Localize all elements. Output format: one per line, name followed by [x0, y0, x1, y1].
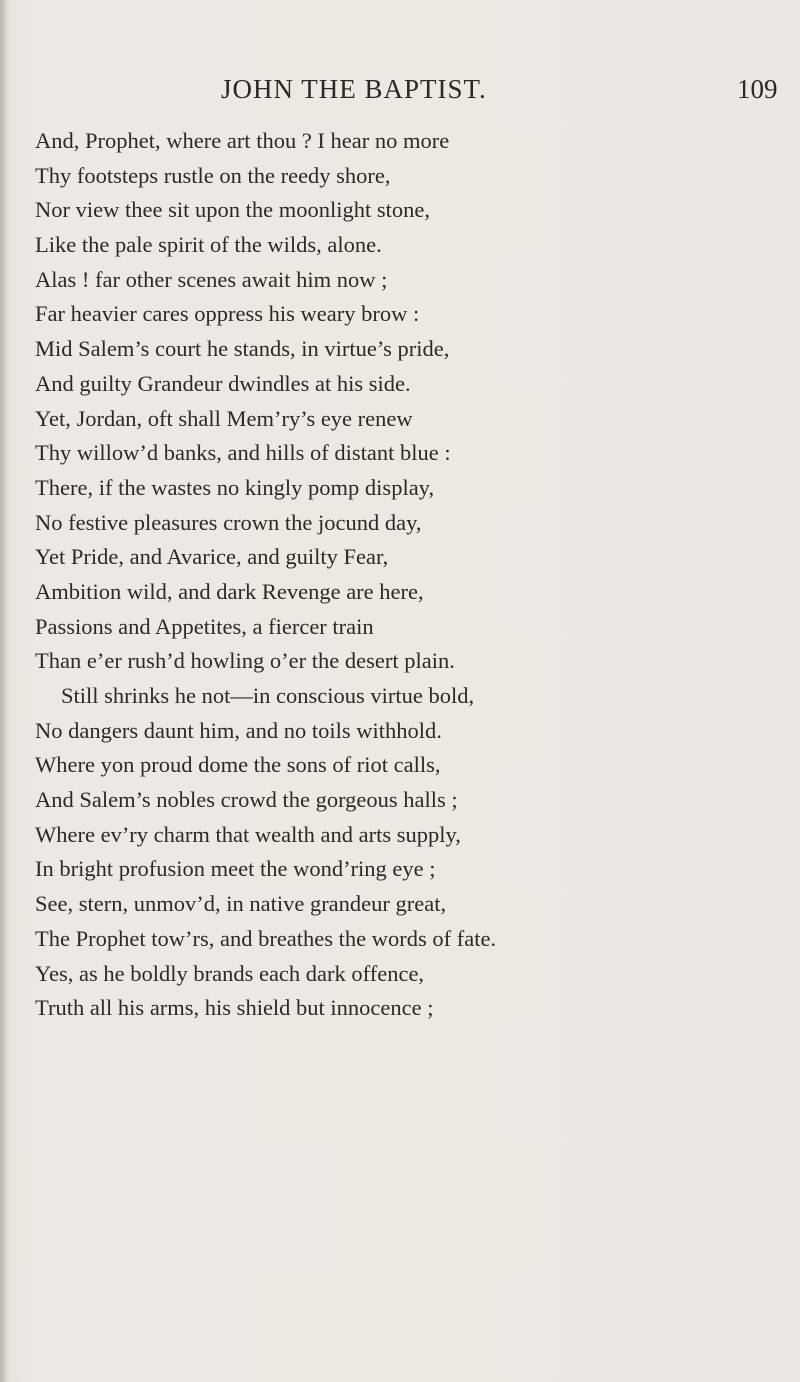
poem-line: Still shrinks he not—in conscious virtue bold,	[61, 683, 475, 708]
poem-line: There, if the wastes no kingly pomp display,	[35, 474, 435, 500]
poem-line: Thy footsteps rustle on the reedy shore,	[35, 162, 391, 188]
poem-line: Where yon proud dome the sons of riot calls,	[35, 752, 441, 778]
poem-line: Yes, as he boldly brands each dark offence,	[35, 960, 425, 986]
poem-line: Yet Pride, and Avarice, and guilty Fear,	[35, 544, 389, 570]
poem-line: Ambition wild, and dark Revenge are here,	[35, 578, 424, 604]
poem-line: In bright profusion meet the wond’ring eye ;	[35, 856, 436, 882]
poem-line: Nor view thee sit upon the moonlight stone,	[35, 197, 430, 223]
poem-line: See, stern, unmov’d, in native grandeur great,	[35, 891, 447, 917]
poem-line: No festive pleasures crown the jocund day,	[35, 509, 422, 535]
poem-line: And guilty Grandeur dwindles at his side.	[35, 370, 411, 396]
poem-text	[35, 124, 775, 1026]
poem-line: And, Prophet, where art thou ? I hear no more	[35, 128, 450, 153]
poem-line: Yet, Jordan, oft shall Mem’ry’s eye renew	[35, 405, 413, 431]
poem-line: Mid Salem’s court he stands, in virtue’s pride,	[35, 336, 450, 362]
poem-line: And Salem’s nobles crowd the gorgeous halls ;	[35, 787, 458, 813]
poem-line: Like the pale spirit of the wilds, alone.	[35, 232, 382, 258]
poem-line: No dangers daunt him, and no toils withhold.	[35, 717, 442, 743]
poem-line: Where ev’ry charm that wealth and arts supply,	[35, 821, 461, 847]
poem-line: Passions and Appetites, a fiercer train	[35, 613, 374, 639]
poem-line: The Prophet tow’rs, and breathes the words of fate.	[35, 925, 497, 951]
poem-line: Alas ! far other scenes await him now ;	[35, 266, 388, 292]
gutter-shadow	[0, 0, 8, 1382]
poem-line: Than e’er rush’d howling o’er the desert plain.	[35, 648, 455, 674]
page-header	[0, 74, 800, 108]
poem-line: Far heavier cares oppress his weary brow :	[35, 301, 420, 327]
running-title: JOHN THE BAPTIST.	[221, 74, 487, 104]
poem-line: Truth all his arms, his shield but innocence ;	[35, 995, 434, 1021]
page-number: 109	[737, 74, 778, 104]
poem-line: Thy willow’d banks, and hills of distant blue :	[35, 440, 451, 466]
